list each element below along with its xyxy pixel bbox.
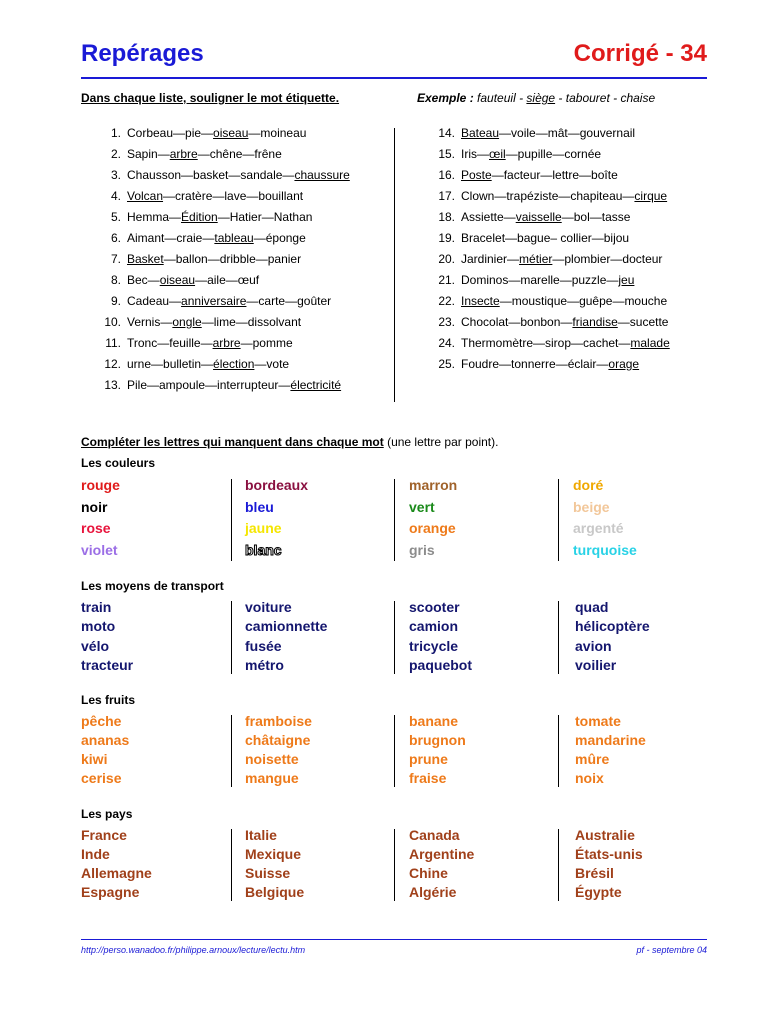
column-divider: [231, 479, 232, 561]
example-before: fauteuil -: [473, 91, 527, 105]
list-item-number: 14.: [438, 126, 455, 140]
label-word-underlined: Poste: [461, 168, 492, 182]
list-item-words: [461, 189, 667, 203]
transport-word: tricycle: [409, 637, 459, 654]
transport-word: moto: [81, 618, 116, 635]
instruction-underline: Dans chaque liste, souligner le mot étiquette.: [81, 91, 340, 105]
transport-word: train: [81, 599, 112, 615]
list-word: Tronc—feuille—: [127, 336, 213, 350]
countries-word: Mexique: [245, 846, 302, 862]
colors-word: beige: [573, 498, 610, 515]
list-item: [405, 294, 715, 315]
transport-word: paquebot: [409, 656, 472, 673]
label-word-underlined: élection: [213, 357, 255, 371]
column-divider: [558, 479, 559, 561]
countries-word: États-unis: [575, 846, 643, 862]
countries-word: Italie: [245, 827, 277, 843]
countries-word: Brésil: [575, 865, 614, 881]
list-word: Aimant—craie—: [127, 231, 215, 245]
list-item-number: 19.: [438, 231, 455, 245]
column-divider: [231, 601, 232, 674]
fruits-word: brugnon: [409, 732, 466, 748]
countries-word: Belgique: [245, 884, 305, 900]
column-divider: [231, 829, 232, 901]
list-item: [405, 210, 715, 231]
list-word: —bol—tasse: [561, 210, 631, 224]
list-item-number: 3.: [110, 168, 121, 182]
list-item: [81, 273, 391, 294]
list-item-words: [127, 315, 301, 329]
transport-word: voiture: [245, 599, 292, 615]
fruits-word: mandarine: [575, 732, 646, 748]
list-word: —éponge: [253, 231, 306, 245]
list-item: [405, 147, 715, 168]
list-item-words: [127, 252, 301, 266]
label-word-underlined: orage: [608, 357, 640, 371]
list-item: [405, 231, 715, 252]
transport-word: scooter: [409, 599, 460, 615]
list-item-words: [461, 231, 629, 245]
list-word: —chêne—frêne: [197, 147, 282, 161]
list-item-number: 4.: [110, 189, 121, 203]
fruits-word: framboise: [245, 713, 312, 729]
list-word: urne—bulletin—: [127, 357, 214, 371]
list-item-number: 23.: [438, 315, 455, 329]
instruction-complete: [81, 435, 498, 449]
list-item-words: [461, 315, 668, 329]
countries-word: Chine: [409, 865, 448, 881]
label-word-underlined: arbre: [212, 336, 241, 350]
instruction-complete-bold: Compléter les lettres qui manquent dans chaque mot: [81, 435, 384, 449]
example-label: Exemple :: [417, 91, 474, 105]
list-item-number: 16.: [438, 168, 455, 182]
colors-word: marron: [409, 477, 458, 493]
section-fruits-title: Les fruits: [81, 693, 136, 707]
label-word-underlined: ongle: [172, 315, 202, 329]
fruits-word: fraise: [409, 770, 447, 786]
list-word: Hemma—: [127, 210, 182, 224]
countries-word: Allemagne: [81, 865, 152, 881]
list-word: —Hatier—Nathan: [217, 210, 313, 224]
list-item-words: [461, 273, 634, 287]
countries-word: Inde: [81, 846, 110, 862]
countries-word: Argentine: [409, 846, 475, 862]
list-item-words: [127, 210, 312, 224]
fruits-word: mûre: [575, 751, 610, 767]
list-item-number: 22.: [438, 294, 455, 308]
fruits-word: châtaigne: [245, 732, 311, 748]
list-word: Cadeau—: [127, 294, 182, 308]
colors-word: rose: [81, 520, 111, 536]
label-word-underlined: Bateau: [461, 126, 500, 140]
list-item-words: [461, 294, 667, 308]
word-list-right: [405, 126, 715, 386]
section-colors-title: Les couleurs: [81, 456, 156, 470]
transport-word: avion: [575, 637, 612, 654]
colors-word: rouge: [81, 477, 120, 493]
list-word: —cratère—lave—bouillant: [163, 189, 304, 203]
list-item: [81, 168, 391, 189]
transport-word: métro: [245, 656, 284, 673]
list-item-number: 13.: [104, 378, 121, 392]
list-item-number: 25.: [438, 357, 455, 371]
label-word-underlined: cirque: [634, 189, 668, 203]
top-divider: [81, 77, 707, 79]
list-item-number: 24.: [438, 336, 455, 350]
colors-word: vert: [409, 498, 435, 515]
list-item-number: 11.: [105, 336, 121, 350]
list-word: Iris—: [461, 147, 489, 161]
transport-word: vélo: [81, 637, 110, 654]
list-word: Foudre—tonnerre—éclair—: [461, 357, 609, 371]
fruits-word: noix: [575, 770, 604, 786]
list-item: [405, 315, 715, 336]
colors-word: bordeaux: [245, 477, 309, 493]
list-word: —pupille—cornée: [505, 147, 602, 161]
list-item-words: [461, 252, 662, 266]
list-item-words: [127, 189, 303, 203]
list-item-words: [127, 294, 331, 308]
label-word-underlined: Volcan: [127, 189, 164, 203]
list-item: [81, 252, 391, 273]
colors-word: turquoise: [573, 541, 637, 558]
list-item-number: 5.: [110, 210, 121, 224]
list-word: —vote: [254, 357, 290, 371]
list-item-number: 2.: [110, 147, 121, 161]
colors-word: bleu: [245, 498, 274, 515]
label-word-underlined: Basket: [127, 252, 164, 266]
list-item-words: [127, 126, 306, 140]
list-word: —lime—dissolvant: [201, 315, 302, 329]
colors-word: jaune: [245, 520, 282, 536]
example-underlined: siège: [526, 91, 556, 105]
label-word-underlined: métier: [519, 252, 553, 266]
countries-word: Algérie: [409, 884, 457, 900]
column-divider: [394, 601, 395, 674]
list-item-number: 12.: [104, 357, 121, 371]
page-corrige-label: Corrigé - 34: [573, 40, 707, 67]
list-item: [405, 126, 715, 147]
label-word-underlined: vaisselle: [515, 210, 562, 224]
list-item-words: [127, 378, 341, 392]
label-word-underlined: chaussure: [294, 168, 350, 182]
list-item: [81, 231, 391, 252]
bottom-divider: [81, 939, 707, 940]
label-word-underlined: malade: [630, 336, 670, 350]
list-item: [81, 336, 391, 357]
list-word: —moineau: [248, 126, 307, 140]
colors-word: noir: [81, 498, 108, 515]
list-item-words: [461, 336, 670, 350]
label-word-underlined: anniversaire: [181, 294, 247, 308]
list-item: [81, 210, 391, 231]
column-divider: [394, 715, 395, 787]
list-item-words: [127, 231, 306, 245]
column-divider: [558, 601, 559, 674]
list-word: —voile—mât—gouvernail: [499, 126, 636, 140]
list-word: —pomme: [240, 336, 293, 350]
countries-word: Suisse: [245, 865, 291, 881]
list-word: Corbeau—pie—: [127, 126, 214, 140]
word-list-left: [81, 126, 391, 406]
list-word: —aile—œuf: [195, 273, 260, 287]
fruits-word: tomate: [575, 713, 621, 729]
transport-word: camionnette: [245, 618, 328, 635]
list-item-number: 17.: [438, 189, 455, 203]
list-item-number: 18.: [438, 210, 455, 224]
footer-date: pf - septembre 04: [636, 945, 707, 955]
list-item: [405, 273, 715, 294]
label-word-underlined: arbre: [169, 147, 198, 161]
list-item-words: [127, 273, 259, 287]
list-word: —plombier—docteur: [552, 252, 663, 266]
list-item-words: [461, 147, 601, 161]
list-item: [405, 336, 715, 357]
list-word: Chocolat—bonbon—: [461, 315, 573, 329]
list-item-number: 1.: [110, 126, 121, 140]
column-divider: [394, 829, 395, 901]
countries-word: Égypte: [575, 884, 622, 900]
list-item: [405, 189, 715, 210]
example-after: - tabouret - chaise: [555, 91, 656, 105]
fruits-word: cerise: [81, 770, 122, 786]
list-item: [81, 189, 391, 210]
column-divider: [394, 479, 395, 561]
list-item: [81, 357, 391, 378]
list-word: Vernis—: [127, 315, 173, 329]
list-item-number: 9.: [110, 294, 121, 308]
list-item-number: 7.: [110, 252, 121, 266]
list-item: [81, 126, 391, 147]
fruits-word: banane: [409, 713, 459, 729]
list-word: Thermomètre—sirop—cachet—: [461, 336, 631, 350]
label-word-underlined: électricité: [290, 378, 342, 392]
label-word-underlined: tableau: [214, 231, 254, 245]
list-item-words: [461, 357, 639, 371]
colors-word: gris: [409, 541, 435, 558]
list-word: Sapin—: [127, 147, 170, 161]
list-item: [81, 378, 391, 399]
colors-word: argenté: [573, 520, 624, 536]
example-line: [417, 91, 655, 105]
list-divider: [394, 128, 395, 402]
fruits-word: pêche: [81, 713, 122, 729]
column-divider: [558, 829, 559, 901]
list-item-number: 8.: [110, 273, 121, 287]
label-word-underlined: oiseau: [159, 273, 196, 287]
list-word: Clown—trapéziste—chapiteau—: [461, 189, 635, 203]
countries-word: Australie: [575, 827, 635, 843]
colors-word: orange: [409, 520, 456, 536]
list-word: Chausson—basket—sandale—: [127, 168, 295, 182]
transport-word: fusée: [245, 637, 282, 654]
transport-word: tracteur: [81, 656, 134, 673]
list-item-number: 15.: [438, 147, 455, 161]
list-item: [405, 357, 715, 378]
list-item-words: [127, 147, 282, 161]
column-divider: [231, 715, 232, 787]
countries-word: Canada: [409, 827, 460, 843]
list-word: Jardinier—: [461, 252, 520, 266]
list-item: [405, 168, 715, 189]
list-item: [81, 147, 391, 168]
list-item: [81, 315, 391, 336]
label-word-underlined: Édition: [181, 210, 218, 224]
list-item-number: 10.: [104, 315, 121, 329]
colors-word: violet: [81, 541, 118, 558]
list-item: [405, 252, 715, 273]
list-item-words: [461, 168, 618, 182]
list-word: Pile—ampoule—interrupteur—: [127, 378, 291, 392]
label-word-underlined: oiseau: [213, 126, 249, 140]
section-countries-title: Les pays: [81, 807, 133, 821]
list-item-words: [127, 357, 289, 371]
list-item-words: [461, 210, 630, 224]
list-word: —carte—goûter: [246, 294, 332, 308]
transport-word: quad: [575, 599, 609, 615]
list-word: —sucette: [617, 315, 669, 329]
label-word-underlined: friandise: [572, 315, 618, 329]
fruits-word: kiwi: [81, 751, 108, 767]
footer-url: http://perso.wanadoo.fr/philippe.arnoux/lecture/lectu.htm: [81, 945, 306, 955]
page-title: Repérages: [81, 40, 204, 67]
fruits-word: mangue: [245, 770, 299, 786]
list-word: Assiette—: [461, 210, 516, 224]
list-item-number: 21.: [438, 273, 455, 287]
fruits-word: noisette: [245, 751, 299, 767]
instruction-complete-rest: (une lettre par point).: [383, 435, 499, 449]
list-word: Bracelet—bague– collier—bijou: [461, 231, 630, 245]
list-word: —ballon—dribble—panier: [163, 252, 302, 266]
list-item-number: 20.: [438, 252, 455, 266]
list-word: Bec—: [127, 273, 160, 287]
list-item-number: 6.: [110, 231, 121, 245]
transport-word: hélicoptère: [575, 618, 650, 635]
label-word-underlined: œil: [489, 147, 506, 161]
transport-word: voilier: [575, 656, 617, 673]
list-item-words: [127, 168, 350, 182]
colors-word: doré: [573, 477, 604, 493]
transport-word: camion: [409, 618, 459, 635]
list-word: Dominos—marelle—puzzle—: [461, 273, 619, 287]
list-item-words: [127, 336, 293, 350]
label-word-underlined: jeu: [618, 273, 635, 287]
column-divider: [558, 715, 559, 787]
list-word: —facteur—lettre—boîte: [491, 168, 618, 182]
countries-word: France: [81, 827, 127, 843]
countries-word: Espagne: [81, 884, 140, 900]
fruits-word: prune: [409, 751, 448, 767]
fruits-word: ananas: [81, 732, 130, 748]
colors-word: blanc: [245, 541, 282, 558]
label-word-underlined: Insecte: [461, 294, 500, 308]
list-item: [81, 294, 391, 315]
list-word: —moustique—guêpe—mouche: [499, 294, 668, 308]
section-transport-title: Les moyens de transport: [81, 579, 224, 593]
list-item-words: [461, 126, 635, 140]
